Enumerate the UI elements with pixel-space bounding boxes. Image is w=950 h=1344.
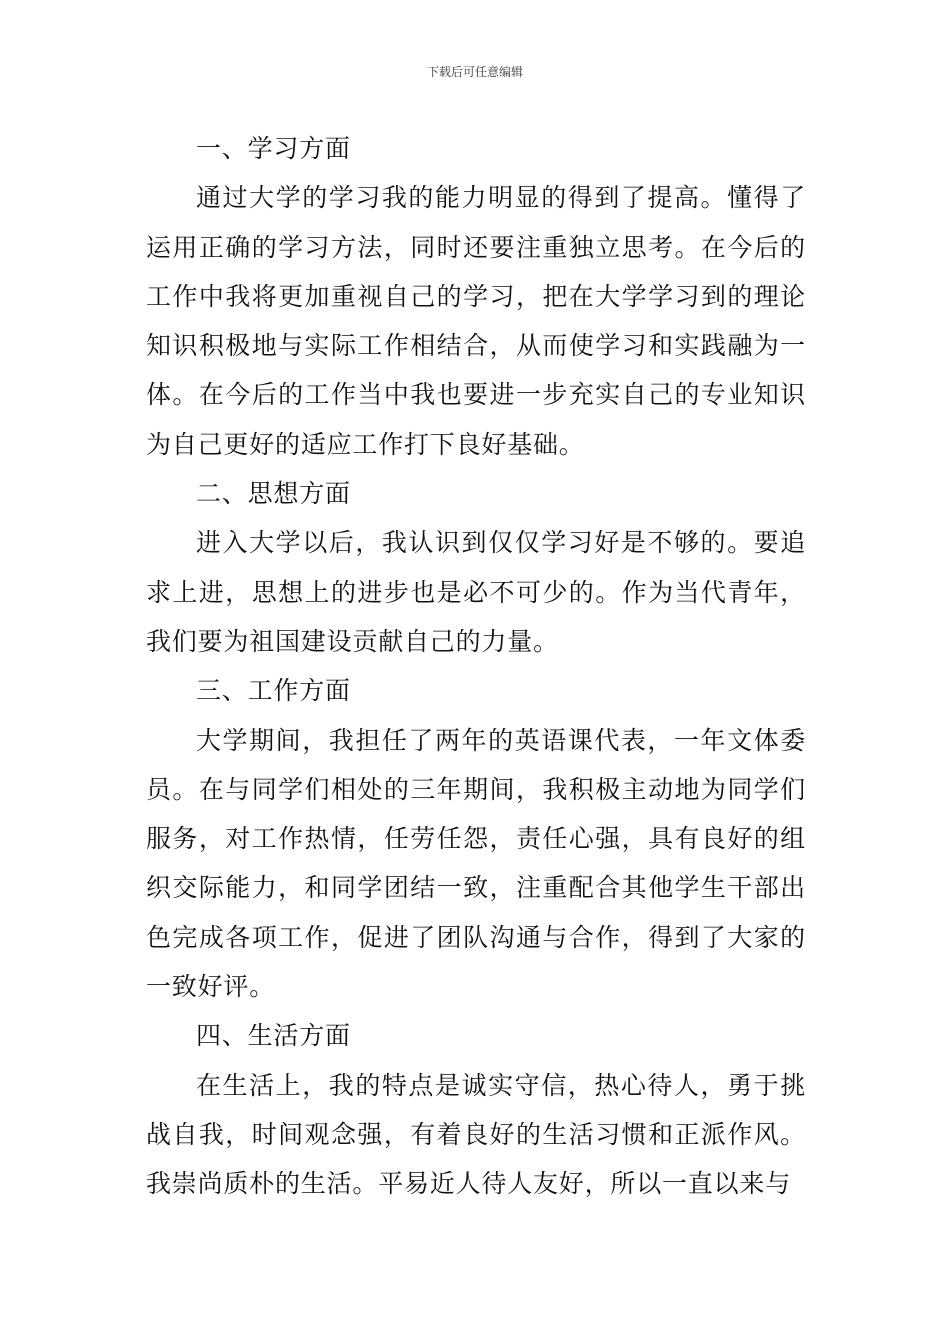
section-heading-study: 一、学习方面 bbox=[196, 134, 351, 163]
section-heading-work: 三、工作方面 bbox=[196, 676, 351, 706]
section-body-life: 在生活上，我的特点是诚实守信，热心待人，勇于挑战自我，时间观念强，有着良好的生活习惯和正派作风。我崇尚质朴的生活。平易近人待人友好，所以一直以来与 bbox=[146, 1070, 806, 1199]
document-body bbox=[146, 124, 806, 1209]
section-body-work: 大学期间，我担任了两年的英语课代表，一年文体委员。在与同学们相处的三年期间，我积极主动地为同学们服务，对工作热情，任劳任怨，责任心强，具有良好的组织交际能力，和同学团结一致，注重配合其他学生干部出色完成各项工作，促进了团队沟通与合作，得到了大家的一致好评。 bbox=[146, 725, 806, 1002]
section-body-thought: 进入大学以后，我认识到仅仅学习好是不够的。要追求上进，思想上的进步也是必不可少的。作为当代青年，我们要为祖国建设贡献自己的力量。 bbox=[146, 528, 806, 656]
section-heading-thought: 二、思想方面 bbox=[196, 479, 351, 509]
section-heading-life: 四、生活方面 bbox=[196, 1021, 351, 1051]
section-body-study: 通过大学的学习我的能力明显的得到了提高。懂得了运用正确的学习方法，同时还要注重独立思考。在今后的工作中我将更加重视自己的学习，把在大学学习到的理论知识积极地与实际工作相结合，从而使学习和实践融为一体。在今后的工作当中我也要进一步充实自己的专业知识为自己更好的适应工作打下良好基础。 bbox=[146, 183, 806, 459]
header-note: 下载后可任意编辑 bbox=[426, 65, 523, 79]
